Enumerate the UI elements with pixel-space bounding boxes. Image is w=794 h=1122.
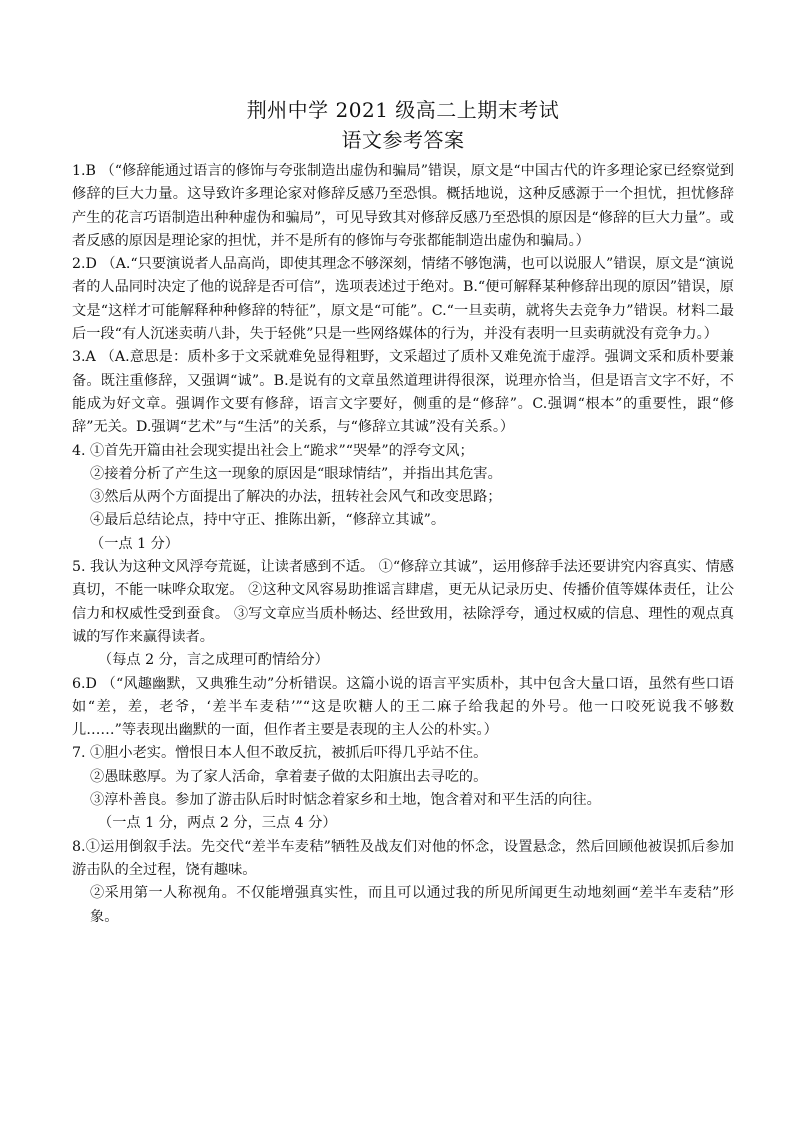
answer-4-point-4: ④最后总结论点，持中守正、推陈出新，“修辞立其诚”。	[90, 512, 446, 529]
answer-3: 3.A （A.意思是：质朴多于文采就难免显得粗野，文采超过了质朴又难免流于虚浮。强调文采和质朴要兼备。既注重修辞，又强调“诚”。B.是说有的文章虽然道理讲得很深，说理亦恰当，但是语言文字不好，不能成为好文章。强调作文要有修辞，语言文字要好，侧重的是“修辞”。C.强调“根本”的重要性，跟“修辞”无关。D.强调“艺术”与“生活”的关系，与“修辞立其诚”没有关系。）	[72, 349, 734, 436]
answer-4-point-1: 4. ①首先开篇由社会现实提出社会上“跪求”“哭晕”的浮夸文风；	[72, 442, 474, 459]
answer-5-scoring-note: （每点 2 分，言之成理可酌情给分）	[98, 652, 329, 669]
answer-4-point-2: ②接着分析了产生这一现象的原因是“眼球情结”，并指出其危害。	[90, 465, 502, 482]
answer-1: 1.B （“修辞能通过语言的修饰与夸张制造出虚伪和骗局”错误，原文是“中国古代的许多理论家已经察觉到修辞的巨大力量。这导致许多理论家对修辞反感乃至恐惧。概括地说，这种反感源于一个担忧，担忧修辞产生的花言巧语制造出种种虚伪和骗局”，可见导致其对修辞反感乃至恐惧的原因是“修辞的巨大力量”。或者反感的原因是理论家的担忧，并不是所有的修饰与夸张都能制造出虚伪和骗局。）	[72, 163, 734, 249]
answer-4-point-3: ③然后从两个方面提出了解决的办法，扭转社会风气和改变思路；	[90, 489, 502, 506]
answer-7-point-1: 7. ①胆小老实。憎恨日本人但不敢反抗，被抓后吓得几乎站不住。	[72, 745, 488, 762]
answer-7-scoring-note: （一点 1 分，两点 2 分，三点 4 分）	[98, 815, 337, 832]
answer-7-point-2: ②愚昧憨厚。为了家人活命，拿着妻子做的太阳旗出去寻吃的。	[90, 768, 488, 785]
answer-5: 5. 我认为这种文风浮夸荒诞，让读者感到不适。 ①“修辞立其诚”，运用修辞手法还要讲究内容真实、情感真切，不能一味哗众取宠。 ②这种文风容易助推谣言肆虐，更无从记录历史、传播价值等媒体责任，让公信力和权威性受到蚕食。 ③写文章应当质朴畅达、经世致用，祛除浮夸，通过权威的信息、理性的观点真诚的写作来赢得读者。	[72, 559, 734, 645]
page-title: 荆州中学 2021 级高二上期末考试	[246, 98, 560, 122]
answer-7-point-3: ③淳朴善良。参加了游击队后时时惦念着家乡和土地，饱含着对和平生活的向往。	[90, 792, 601, 809]
answer-8-point-1: 8.①运用倒叙手法。先交代“差半车麦秸”牺牲及战友们对他的怀念，设置悬念，然后回顾他被误抓后参加游击队的全过程，饶有趣味。	[72, 838, 734, 878]
page-subtitle: 语文参考答案	[341, 128, 465, 152]
answer-2: 2.D （A.“只要演说者人品高尚，即使其理念不够深刻，情绪不够饱满，也可以说服人”错误，原文是“演说者的人品同时决定了他的说辞是否可信”，选项表述过于绝对。B.“便可解释某种修辞出现的原因”错误，原文是“这样才可能解释种种修辞的特征”，原文是“可能”。C.“一旦卖萌，就将失去竞争力”错误。材料二最后一段“有人沉迷卖萌八卦，失于轻佻”只是一些网络媒体的行为，并没有表明一旦卖萌就没有竞争力。）	[72, 256, 734, 343]
answer-4-scoring-note: （一点 1 分）	[90, 535, 179, 552]
answer-6: 6.D （“风趣幽默，又典雅生动”分析错误。这篇小说的语言平实质朴，其中包含大量口语，虽然有些口语如“差，差，老爷，‘差半车麦秸’”“这是吹糖人的王二麻子给我起的外号。他一口咬死说我不够数儿……”等表现出幽默的一面，但作者主要是表现的主人公的朴实。）	[72, 675, 734, 739]
answer-8-point-2: ②采用第一人称视角。不仅能增强真实性，而且可以通过我的所见所闻更生动地刻画“差半车麦秸”形象。	[90, 885, 734, 925]
